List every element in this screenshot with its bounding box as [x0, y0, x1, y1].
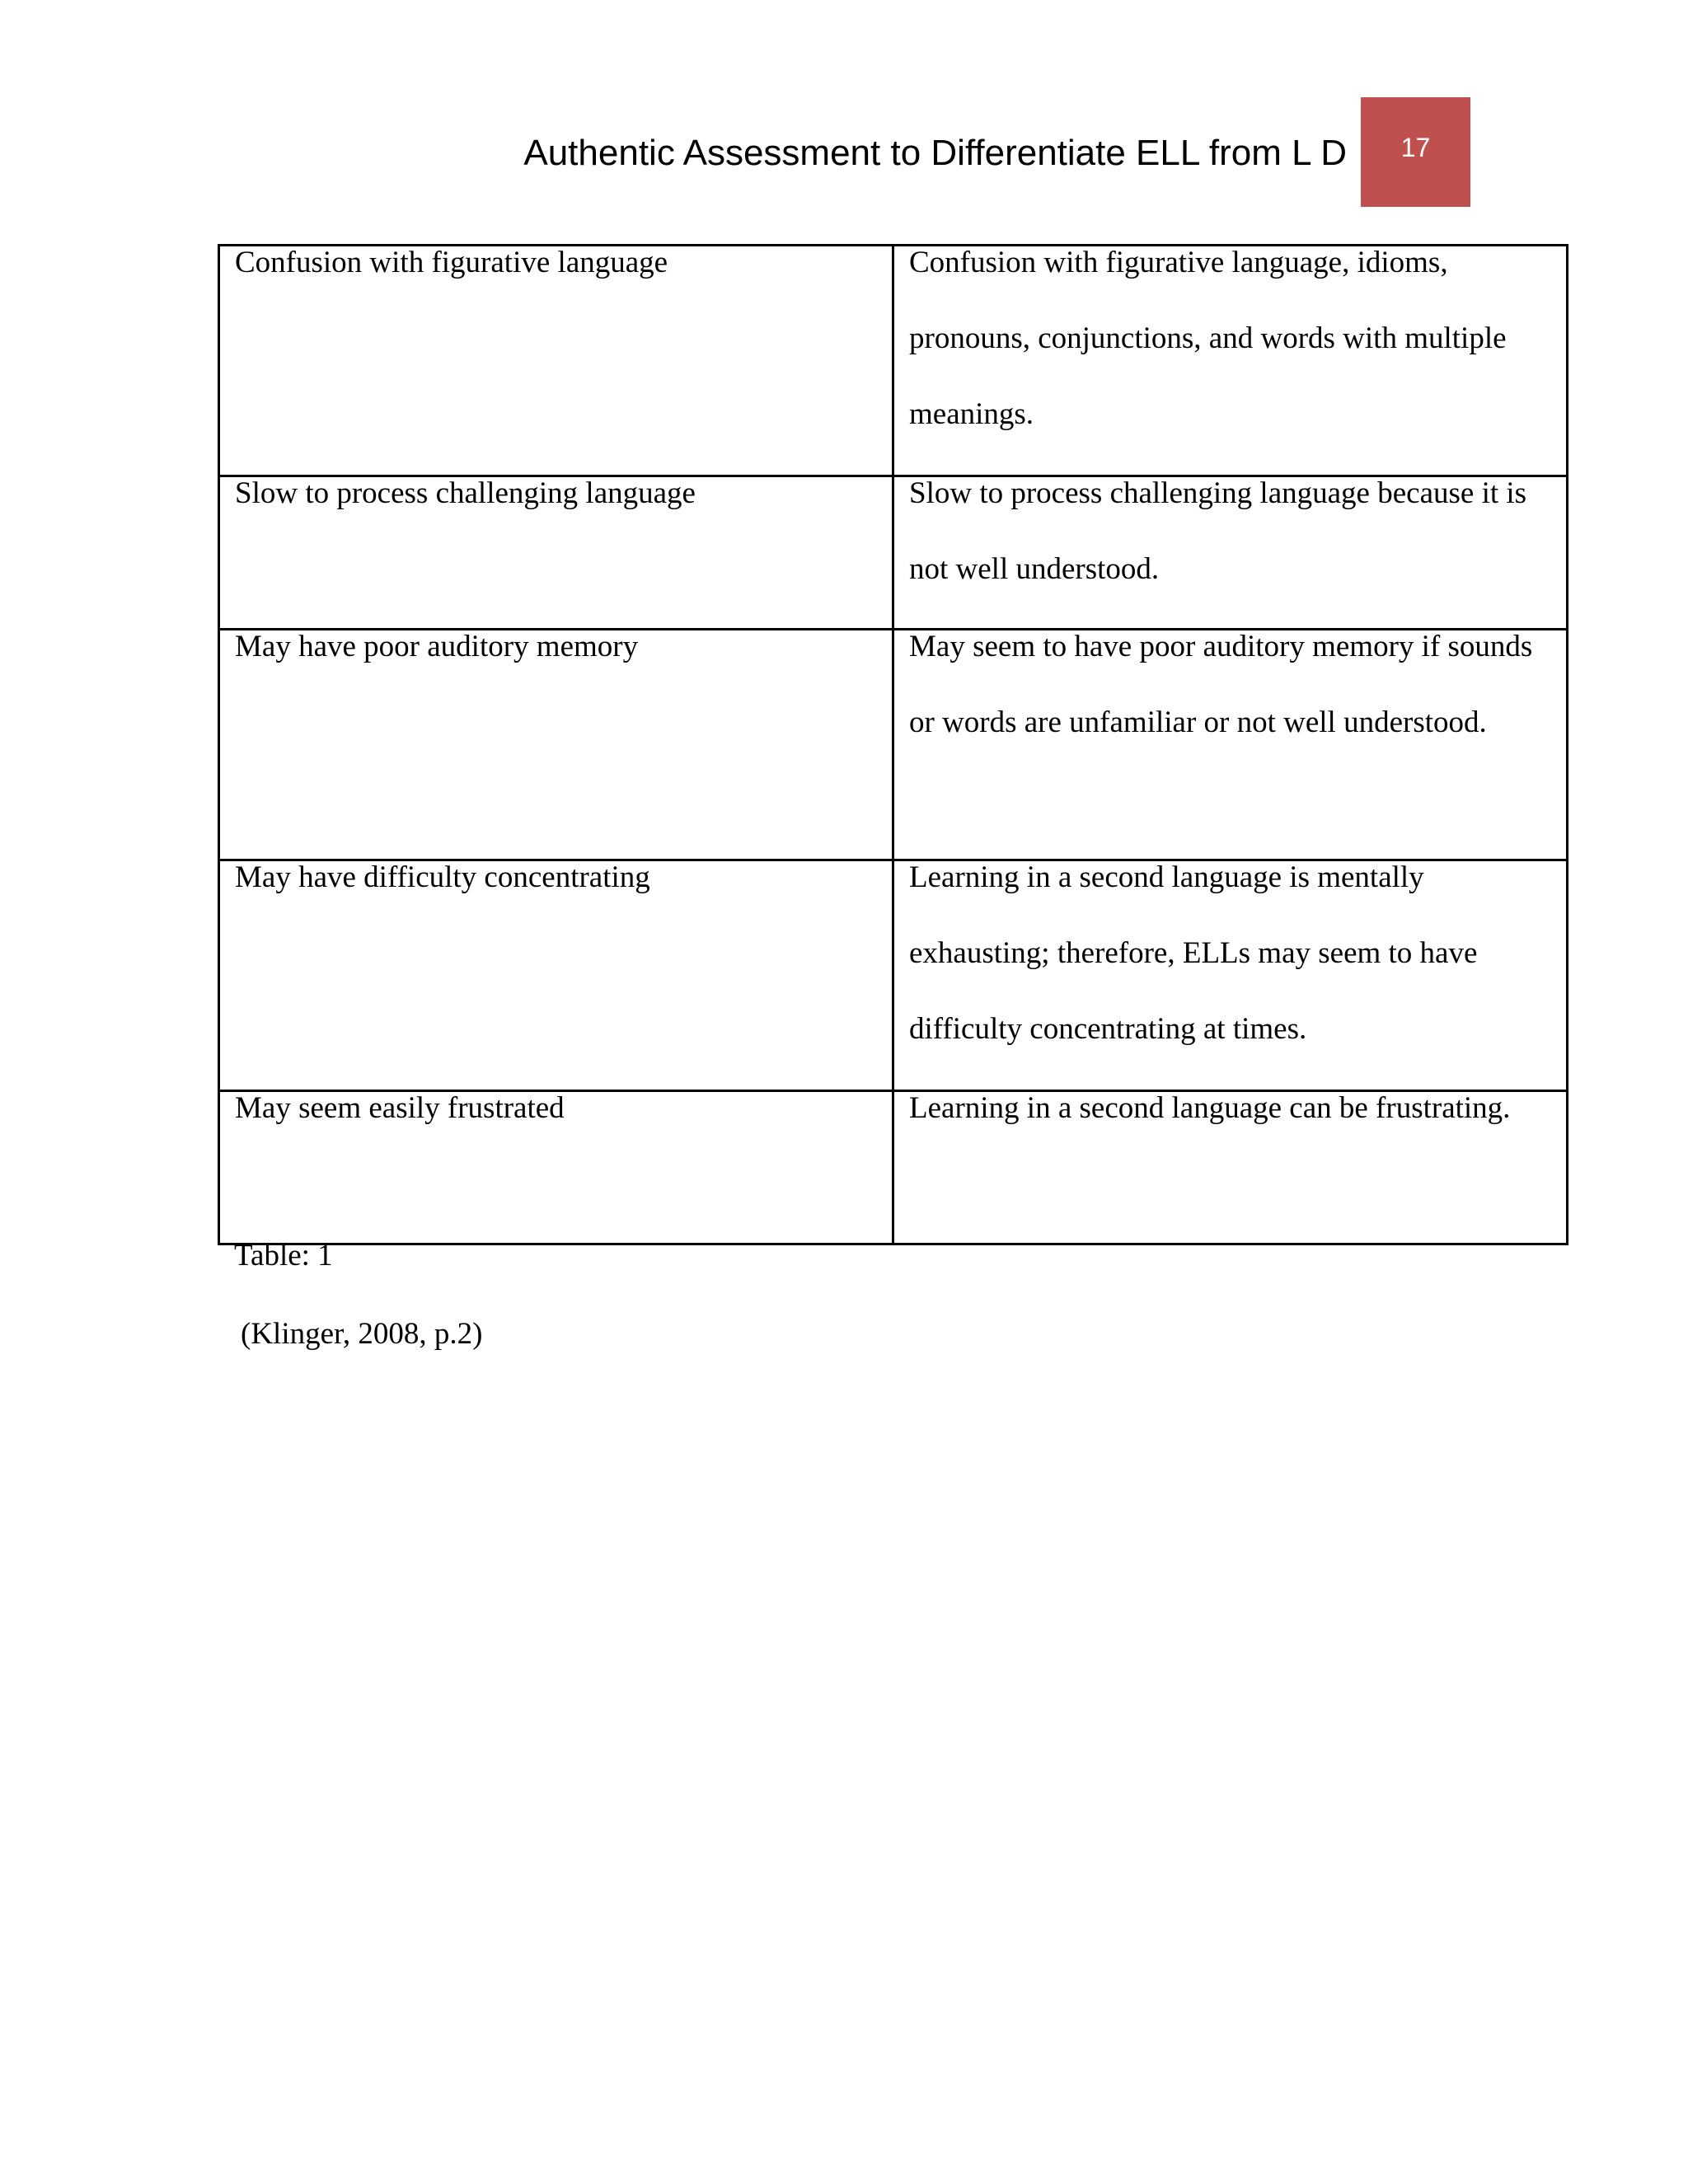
cell-text: May seem easily frustrated: [235, 1091, 565, 1125]
table-cell-characteristic: [219, 860, 893, 1091]
table-cell-explanation: [893, 860, 1568, 1091]
citation: (Klinger, 2008, p.2): [241, 1317, 483, 1351]
table-row: [219, 476, 1568, 630]
table-cell-explanation: [893, 1091, 1568, 1244]
cell-text: Confusion with figurative language, idioms, pronouns, conjunctions, and words with multiple meanings.: [909, 246, 1507, 431]
table-cell-characteristic: [219, 476, 893, 630]
table-cell-characteristic: [219, 630, 893, 860]
table-caption: Table: 1: [234, 1239, 333, 1272]
table-row: [219, 246, 1568, 476]
table-row: [219, 860, 1568, 1091]
table-cell-characteristic: [219, 1091, 893, 1244]
comparison-table: [218, 244, 1568, 1245]
cell-text: Learning in a second language is mentally exhausting; therefore, ELLs may seem to have difficulty concentrating at times.: [909, 860, 1478, 1046]
table-cell-explanation: [893, 630, 1568, 860]
cell-text: Slow to process challenging language because it is not well understood.: [909, 476, 1527, 586]
cell-text: May have poor auditory memory: [235, 630, 639, 663]
table-cell-explanation: [893, 476, 1568, 630]
running-header-title: Authentic Assessment to Differentiate ELL from L D: [523, 133, 1347, 173]
page-number-badge: 17: [1361, 97, 1470, 207]
cell-text: May seem to have poor auditory memory if sounds or words are unfamiliar or not well understood.: [909, 630, 1533, 739]
table-cell-characteristic: [219, 246, 893, 476]
cell-text: May have difficulty concentrating: [235, 860, 650, 894]
cell-text: Slow to process challenging language: [235, 476, 696, 510]
table-row: [219, 630, 1568, 860]
table-row: [219, 1091, 1568, 1244]
cell-text: Confusion with figurative language: [235, 246, 668, 279]
cell-text: Learning in a second language can be frustrating.: [909, 1091, 1511, 1125]
table-cell-explanation: [893, 246, 1568, 476]
